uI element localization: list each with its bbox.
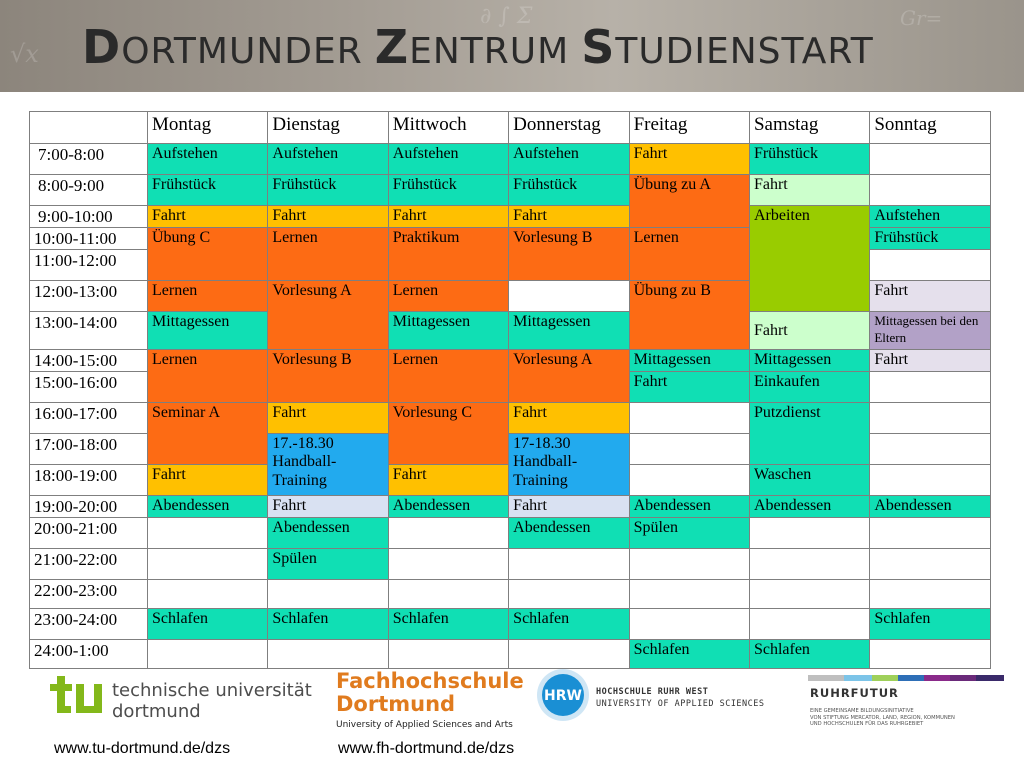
schedule-cell bbox=[629, 549, 749, 580]
schedule-cell: Mittagessen bbox=[629, 350, 749, 372]
schedule-cell: Aufstehen bbox=[388, 144, 508, 175]
corner-cell bbox=[30, 112, 148, 144]
schedule-cell: Fahrt bbox=[749, 175, 869, 206]
schedule-cell: Lernen bbox=[388, 281, 508, 312]
schedule-cell bbox=[509, 549, 629, 580]
ruhrfutur-subtitle: VON STIFTUNG MERCATOR, LAND, REGION, KOMMUNEN bbox=[810, 714, 955, 721]
schedule-cell bbox=[629, 580, 749, 609]
schedule-cell bbox=[629, 403, 749, 434]
table-row bbox=[30, 580, 991, 609]
schedule-cell: Praktikum bbox=[388, 228, 508, 281]
schedule-cell: Abendessen bbox=[749, 496, 869, 518]
schedule-cell bbox=[870, 640, 990, 669]
table-row bbox=[30, 312, 991, 350]
time-cell: 8:00-9:00 bbox=[30, 175, 148, 206]
schedule-cell: Frühstück bbox=[388, 175, 508, 206]
schedule-cell: Lernen bbox=[388, 350, 508, 403]
schedule-cell bbox=[268, 640, 388, 669]
schedule-cell: Schlafen bbox=[148, 609, 268, 640]
schedule-cell: Fahrt bbox=[268, 403, 388, 434]
time-cell: 21:00-22:00 bbox=[30, 549, 148, 580]
ruhrfutur-title: RUHRFUTUR bbox=[810, 686, 899, 700]
time-cell: 16:00-17:00 bbox=[30, 403, 148, 434]
schedule-cell: Mittagessen bbox=[509, 312, 629, 350]
schedule-cell bbox=[629, 465, 749, 496]
schedule-cell: Schlafen bbox=[749, 640, 869, 669]
schedule-cell: Einkaufen bbox=[749, 372, 869, 403]
tu-name-line2: dortmund bbox=[112, 701, 201, 722]
time-cell: 15:00-16:00 bbox=[30, 372, 148, 403]
day-header: Dienstag bbox=[268, 112, 388, 144]
ruhrfutur-subtitle: EINE GEMEINSAME BILDUNGSINITIATIVE bbox=[810, 708, 914, 714]
schedule-cell: Abendessen bbox=[388, 496, 508, 518]
fh-name-line1: Fachhochschule bbox=[336, 669, 524, 693]
chalk-scribble: ∂ ∫ Σ bbox=[480, 4, 533, 29]
time-cell: 22:00-23:00 bbox=[30, 580, 148, 609]
schedule-cell: Fahrt bbox=[268, 206, 388, 228]
schedule-cell bbox=[870, 434, 990, 465]
schedule-cell: Putzdienst bbox=[749, 403, 869, 465]
time-cell: 14:00-15:00 bbox=[30, 350, 148, 372]
schedule-cell: Abendessen bbox=[629, 496, 749, 518]
schedule-cell: Abendessen bbox=[509, 518, 629, 549]
schedule-cell: Fahrt bbox=[388, 465, 508, 496]
schedule-cell: Arbeiten bbox=[749, 206, 869, 312]
schedule-cell: Schlafen bbox=[629, 640, 749, 669]
fh-name-line2: Dortmund bbox=[336, 692, 456, 716]
schedule-cell: Fahrt bbox=[388, 206, 508, 228]
schedule-cell bbox=[388, 518, 508, 549]
schedule-cell: Fahrt bbox=[749, 312, 869, 350]
fh-subtitle: University of Applied Sciences and Arts bbox=[336, 720, 513, 730]
schedule-cell: Waschen bbox=[749, 465, 869, 496]
table-row bbox=[30, 403, 991, 434]
schedule-cell: Mittagessen bbox=[388, 312, 508, 350]
schedule-cell: Vorlesung B bbox=[268, 350, 388, 403]
schedule-cell: Schlafen bbox=[268, 609, 388, 640]
time-cell: 19:00-20:00 bbox=[30, 496, 148, 518]
tu-website-link[interactable]: www.tu-dortmund.de/dzs bbox=[54, 740, 231, 757]
schedule-cell: Fahrt bbox=[509, 403, 629, 434]
schedule-cell: Lernen bbox=[148, 281, 268, 312]
schedule-cell: Schlafen bbox=[509, 609, 629, 640]
schedule-cell bbox=[870, 518, 990, 549]
schedule-cell: Fahrt bbox=[148, 465, 268, 496]
fh-website-link[interactable]: www.fh-dortmund.de/dzs bbox=[338, 740, 515, 757]
chalk-scribble: √x bbox=[10, 40, 39, 68]
table-row bbox=[30, 496, 991, 518]
schedule-cell: Lernen bbox=[148, 350, 268, 403]
schedule-cell: Übung zu B bbox=[629, 281, 749, 350]
schedule-cell bbox=[749, 580, 869, 609]
schedule-cell: Fahrt bbox=[509, 206, 629, 228]
schedule-cell bbox=[509, 580, 629, 609]
schedule-cell: Fahrt bbox=[268, 496, 388, 518]
weekly-schedule-table bbox=[29, 111, 991, 669]
schedule-cell bbox=[509, 640, 629, 669]
time-cell: 10:00-11:00 bbox=[30, 228, 148, 250]
schedule-cell bbox=[148, 549, 268, 580]
ruhrfutur-color-bar bbox=[808, 668, 1004, 674]
time-cell: 13:00-14:00 bbox=[30, 312, 148, 350]
schedule-cell: Frühstück bbox=[509, 175, 629, 206]
schedule-cell bbox=[870, 580, 990, 609]
schedule-cell: Vorlesung A bbox=[509, 350, 629, 403]
schedule-cell: Abendessen bbox=[148, 496, 268, 518]
time-cell: 11:00-12:00 bbox=[30, 250, 148, 281]
schedule-cell bbox=[629, 609, 749, 640]
day-header: Sonntag bbox=[870, 112, 990, 144]
time-cell: 9:00-10:00 bbox=[30, 206, 148, 228]
day-header: Freitag bbox=[629, 112, 749, 144]
day-header: Montag bbox=[148, 112, 268, 144]
time-cell: 20:00-21:00 bbox=[30, 518, 148, 549]
ruhrfutur-logo bbox=[810, 686, 955, 728]
hrw-logo-text bbox=[596, 686, 765, 710]
schedule-cell bbox=[870, 144, 990, 175]
schedule-cell: Spülen bbox=[629, 518, 749, 549]
schedule-cell bbox=[870, 372, 990, 403]
day-header: Donnerstag bbox=[509, 112, 629, 144]
schedule-cell: Abendessen bbox=[268, 518, 388, 549]
schedule-cell: Schlafen bbox=[870, 609, 990, 640]
ruhrfutur-subtitle: UND HOCHSCHULEN FÜR DAS RUHRGEBIET bbox=[810, 721, 924, 727]
schedule-cell: Mittagessen bbox=[749, 350, 869, 372]
header-banner bbox=[0, 0, 1024, 92]
header-row bbox=[30, 112, 991, 144]
schedule-cell: Fahrt bbox=[870, 350, 990, 372]
schedule-cell: Lernen bbox=[268, 228, 388, 281]
schedule-cell bbox=[388, 580, 508, 609]
schedule-cell bbox=[749, 518, 869, 549]
schedule-cell: Abendessen bbox=[870, 496, 990, 518]
schedule-cell: Fahrt bbox=[629, 372, 749, 403]
table-row bbox=[30, 206, 991, 228]
schedule-cell: Spülen bbox=[268, 549, 388, 580]
table-row bbox=[30, 549, 991, 580]
schedule-cell: Fahrt bbox=[148, 206, 268, 228]
page-title: DORTMUNDER ZENTRUM STUDIENSTART bbox=[82, 20, 874, 74]
schedule-cell: Lernen bbox=[629, 228, 749, 281]
day-header: Samstag bbox=[749, 112, 869, 144]
hrw-name-line2: UNIVERSITY OF APPLIED SCIENCES bbox=[596, 699, 765, 709]
schedule-cell: Mittagessen bei den Eltern bbox=[870, 312, 990, 350]
schedule-cell bbox=[509, 281, 629, 312]
time-cell: 24:00-1:00 bbox=[30, 640, 148, 669]
tu-logo-text bbox=[112, 680, 312, 722]
schedule-cell: Übung zu A bbox=[629, 175, 749, 228]
table-row bbox=[30, 144, 991, 175]
schedule-cell: Frühstück bbox=[749, 144, 869, 175]
schedule-cell: Aufstehen bbox=[148, 144, 268, 175]
time-cell: 23:00-24:00 bbox=[30, 609, 148, 640]
schedule-cell: Seminar A bbox=[148, 403, 268, 465]
schedule-cell: Fahrt bbox=[629, 144, 749, 175]
schedule-cell bbox=[148, 640, 268, 669]
schedule-cell: Aufstehen bbox=[870, 206, 990, 228]
schedule-cell bbox=[749, 549, 869, 580]
schedule-cell: Aufstehen bbox=[268, 144, 388, 175]
schedule-cell: Übung C bbox=[148, 228, 268, 281]
schedule-cell bbox=[749, 609, 869, 640]
schedule-cell bbox=[870, 465, 990, 496]
schedule-cell bbox=[870, 250, 990, 281]
hrw-name-line1: HOCHSCHULE RUHR WEST bbox=[596, 687, 709, 697]
table-row bbox=[30, 609, 991, 640]
schedule-cell: Aufstehen bbox=[509, 144, 629, 175]
time-cell: 7:00-8:00 bbox=[30, 144, 148, 175]
schedule-cell: Frühstück bbox=[870, 228, 990, 250]
time-cell: 12:00-13:00 bbox=[30, 281, 148, 312]
table-row bbox=[30, 350, 991, 372]
schedule-cell: Vorlesung B bbox=[509, 228, 629, 281]
schedule-cell: Frühstück bbox=[148, 175, 268, 206]
schedule-cell bbox=[268, 580, 388, 609]
schedule-cell: Frühstück bbox=[268, 175, 388, 206]
schedule-cell bbox=[148, 518, 268, 549]
table-row bbox=[30, 640, 991, 669]
schedule-cell: Fahrt bbox=[870, 281, 990, 312]
day-header: Mittwoch bbox=[388, 112, 508, 144]
schedule-cell: 17-18.30 Handball-Training bbox=[509, 434, 629, 496]
hrw-logo-icon bbox=[536, 668, 590, 722]
schedule-cell: Schlafen bbox=[388, 609, 508, 640]
tu-name-line1: technische universität bbox=[112, 680, 312, 701]
chalk-scribble: Gr= bbox=[900, 6, 943, 30]
schedule-cell bbox=[629, 434, 749, 465]
schedule-cell bbox=[388, 640, 508, 669]
schedule-cell bbox=[870, 549, 990, 580]
tu-logo-icon bbox=[46, 676, 106, 718]
schedule-cell bbox=[148, 580, 268, 609]
table-row bbox=[30, 518, 991, 549]
hrw-badge-text: HRW bbox=[544, 688, 582, 704]
schedule-cell: Vorlesung A bbox=[268, 281, 388, 350]
schedule-cell bbox=[388, 549, 508, 580]
table-row bbox=[30, 175, 991, 206]
schedule-cell: Mittagessen bbox=[148, 312, 268, 350]
schedule-cell bbox=[870, 403, 990, 434]
fh-logo bbox=[336, 670, 524, 730]
schedule-cell bbox=[870, 175, 990, 206]
schedule-cell: Vorlesung C bbox=[388, 403, 508, 465]
time-cell: 18:00-19:00 bbox=[30, 465, 148, 496]
schedule-cell: Fahrt bbox=[509, 496, 629, 518]
time-cell: 17:00-18:00 bbox=[30, 434, 148, 465]
schedule-cell: 17.-18.30 Handball-Training bbox=[268, 434, 388, 496]
